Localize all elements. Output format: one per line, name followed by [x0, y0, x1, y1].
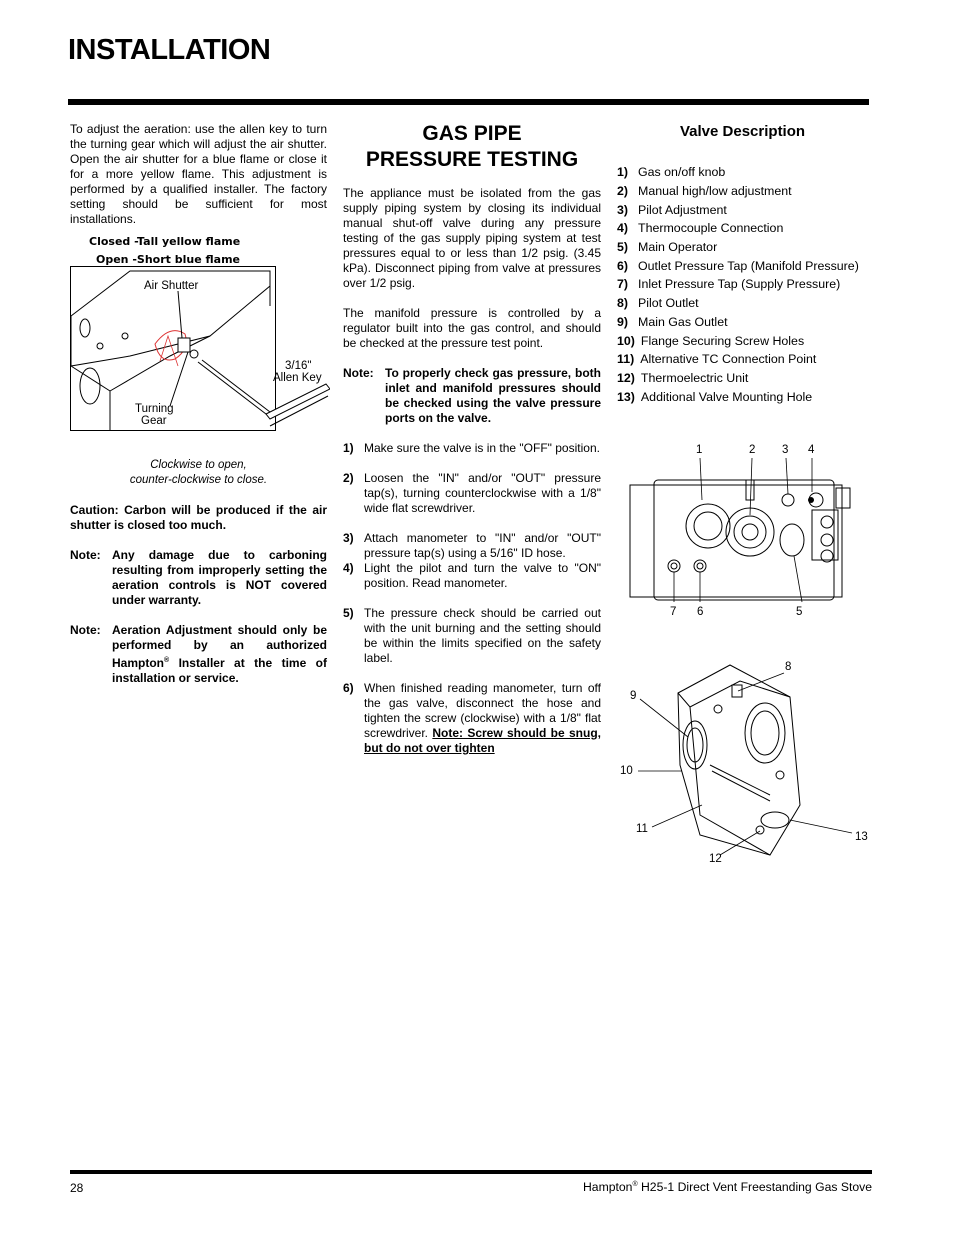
callout-12: 12 — [709, 853, 722, 865]
callout-6: 6 — [697, 606, 704, 618]
list-item — [617, 200, 877, 219]
item-text: Alternative TC Connection Point — [640, 352, 817, 367]
list-item — [617, 350, 877, 369]
step-text: Make sure the valve is in the "OFF" position. — [364, 441, 600, 455]
callout-13: 13 — [855, 831, 868, 843]
item-number: 4) — [617, 221, 629, 236]
item-number: 5) — [617, 240, 629, 255]
item-number: 1) — [617, 165, 629, 180]
item-text: Flange Securing Screw Holes — [640, 333, 805, 348]
closed-flame-label: Closed -Tall yellow flame — [89, 235, 241, 248]
item-number: 7) — [617, 277, 629, 292]
valve-top-view-diagram — [622, 440, 852, 625]
allen-key-label: Allen Key — [273, 372, 322, 384]
step-6 — [343, 681, 601, 756]
item-text: Thermoelectric Unit — [640, 370, 749, 385]
gas-pipe-note — [343, 366, 601, 426]
list-item — [617, 294, 877, 313]
item-text: Thermocouple Connection — [638, 221, 784, 236]
registered-mark: ® — [164, 657, 170, 664]
step-number: 5) — [343, 606, 354, 620]
list-item — [617, 256, 877, 275]
callout-1: 1 — [696, 444, 703, 456]
item-number: 12) — [617, 370, 635, 385]
item-number: 13) — [617, 389, 635, 404]
gas-pipe-heading-line-2: PRESSURE TESTING — [365, 148, 579, 171]
aeration-note-1 — [70, 548, 327, 608]
aeration-warnings — [70, 503, 327, 686]
step-text — [364, 681, 601, 756]
note-text-part: Aeration Adjustment should only be performed by an authorized Hampton — [112, 623, 327, 670]
callout-3: 3 — [782, 444, 789, 456]
list-item — [617, 387, 877, 406]
step-emphasis: Note: Screw should be snug, but do not over tighten — [364, 726, 601, 755]
item-number: 10) — [617, 333, 635, 348]
step-5 — [343, 606, 601, 666]
list-item — [617, 369, 877, 388]
step-number: 2) — [343, 471, 354, 485]
note-label: Note: — [343, 366, 374, 380]
step-number: 1) — [343, 441, 354, 455]
step-text: Light the pilot and turn the valve to "ON" position. Read manometer. — [364, 561, 601, 590]
aeration-figure-caption — [70, 458, 327, 488]
header-rule — [68, 99, 869, 105]
list-item — [617, 238, 877, 257]
gas-pipe-column — [343, 186, 601, 756]
callout-2: 2 — [749, 444, 756, 456]
callout-4: 4 — [808, 444, 815, 456]
aeration-note-2 — [70, 623, 327, 686]
item-number: 6) — [617, 258, 629, 273]
gas-pipe-para-1: The appliance must be isolated from the gas supply piping system by closing its individual manual shut-off valve during any pressure testing of the gas supply piping system at test pressures equal to or less than 1/2 psig. (3.45 kPa). Disconnect piping from valve at pressures over 1/2 psig. — [343, 186, 601, 290]
step-number: 6) — [343, 681, 354, 695]
item-text: Additional Valve Mounting Hole — [640, 389, 813, 404]
note-label: Note: — [70, 548, 101, 562]
item-number: 2) — [617, 184, 629, 199]
item-number: 9) — [617, 314, 629, 329]
gas-pipe-heading — [343, 121, 601, 173]
aeration-column — [70, 122, 327, 227]
list-item — [617, 275, 877, 294]
gas-pipe-heading-line-1: GAS PIPE — [422, 122, 522, 145]
step-3 — [343, 531, 601, 561]
step-text: Loosen the "IN" and/or "OUT" pressure tap(s), turning counterclockwise with a 1/8" wide flat screwdriver. — [364, 471, 601, 515]
item-text: Outlet Pressure Tap (Manifold Pressure) — [638, 258, 859, 273]
step-1 — [343, 441, 601, 456]
note-text-part: Installer at the time of installation or service. — [112, 656, 327, 685]
step-2 — [343, 471, 601, 516]
callout-11: 11 — [636, 823, 648, 835]
item-text: Main Gas Outlet — [638, 314, 728, 329]
note-text: To properly check gas pressure, both inlet and manifold pressures should be checked using the valve pressure ports on the valve. — [385, 366, 601, 425]
page-title: INSTALLATION — [68, 34, 271, 66]
step-4 — [343, 561, 601, 591]
caption-line-2: counter-clockwise to close. — [129, 474, 268, 486]
item-text: Inlet Pressure Tap (Supply Pressure) — [638, 277, 841, 292]
list-item — [617, 163, 877, 182]
item-text: Main Operator — [638, 240, 718, 255]
list-item — [617, 313, 877, 332]
air-shutter-label: Air Shutter — [144, 280, 199, 292]
footer-product: H25-1 Direct Vent Freestanding Gas Stove — [637, 1180, 872, 1194]
turning-gear-label-1: Turning — [135, 403, 174, 415]
footer-rule — [70, 1170, 872, 1174]
note-text — [112, 623, 327, 686]
callout-9: 9 — [630, 690, 637, 702]
list-item — [617, 182, 877, 201]
valve-heading: Valve Description — [680, 123, 806, 140]
callout-5: 5 — [796, 606, 803, 618]
step-text: Attach manometer to "IN" and/or "OUT" pressure tap(s) using a 5/16" ID hose. — [364, 531, 601, 560]
note-text: Any damage due to carboning resulting from improperly setting the aeration controls is NOT covered under warranty. — [112, 548, 327, 607]
item-text: Gas on/off knob — [638, 165, 726, 180]
gas-pipe-para-2: The manifold pressure is controlled by a regulator built into the gas control, and should be checked at the pressure test point. — [343, 306, 601, 350]
item-number: 8) — [617, 296, 629, 311]
note-label: Note: — [70, 623, 101, 637]
item-number: 3) — [617, 202, 629, 217]
item-text: Pilot Adjustment — [638, 202, 727, 217]
callout-10: 10 — [620, 765, 633, 777]
item-text: Manual high/low adjustment — [638, 184, 792, 199]
valve-list — [617, 163, 877, 406]
step-number: 4) — [343, 561, 354, 575]
callout-8: 8 — [785, 661, 792, 673]
aeration-intro: To adjust the aeration: use the allen key to turn the turning gear which will adjust the air shutter. Open the air shutter for a blue flame or close it for a more yellow flame. This adjustment is performed by a qualified installer. The factory setting should be sufficient for most installations. — [70, 122, 327, 226]
page-number: 28 — [70, 1181, 84, 1195]
step-number: 3) — [343, 531, 354, 545]
item-number: 11) — [617, 352, 635, 367]
step-text-part: When finished reading manometer, turn off the gas valve, disconnect the hose and tighten the screw (clockwise) with a 1/8" flat screwdriver. — [364, 681, 601, 740]
list-item — [617, 219, 877, 238]
caution-text: Caution: Carbon will be produced if the air shutter is closed too much. — [70, 503, 327, 532]
registered-mark: ® — [632, 1180, 638, 1188]
item-text: Pilot Outlet — [638, 296, 699, 311]
turning-gear-label-2: Gear — [141, 415, 167, 427]
caption-line-1: Clockwise to open, — [150, 459, 247, 471]
valve-isometric-diagram — [620, 655, 870, 865]
allen-key-size-label: 3/16" — [285, 360, 312, 372]
footer-brand: Hampton — [582, 1180, 633, 1194]
footer-product-title — [560, 1180, 872, 1194]
callout-7: 7 — [670, 606, 677, 618]
step-text: The pressure check should be carried out with the unit burning and the setting should be within the limits specified on the safety label. — [364, 606, 601, 665]
open-flame-label: Open -Short blue flame — [96, 253, 240, 266]
list-item — [617, 331, 877, 350]
